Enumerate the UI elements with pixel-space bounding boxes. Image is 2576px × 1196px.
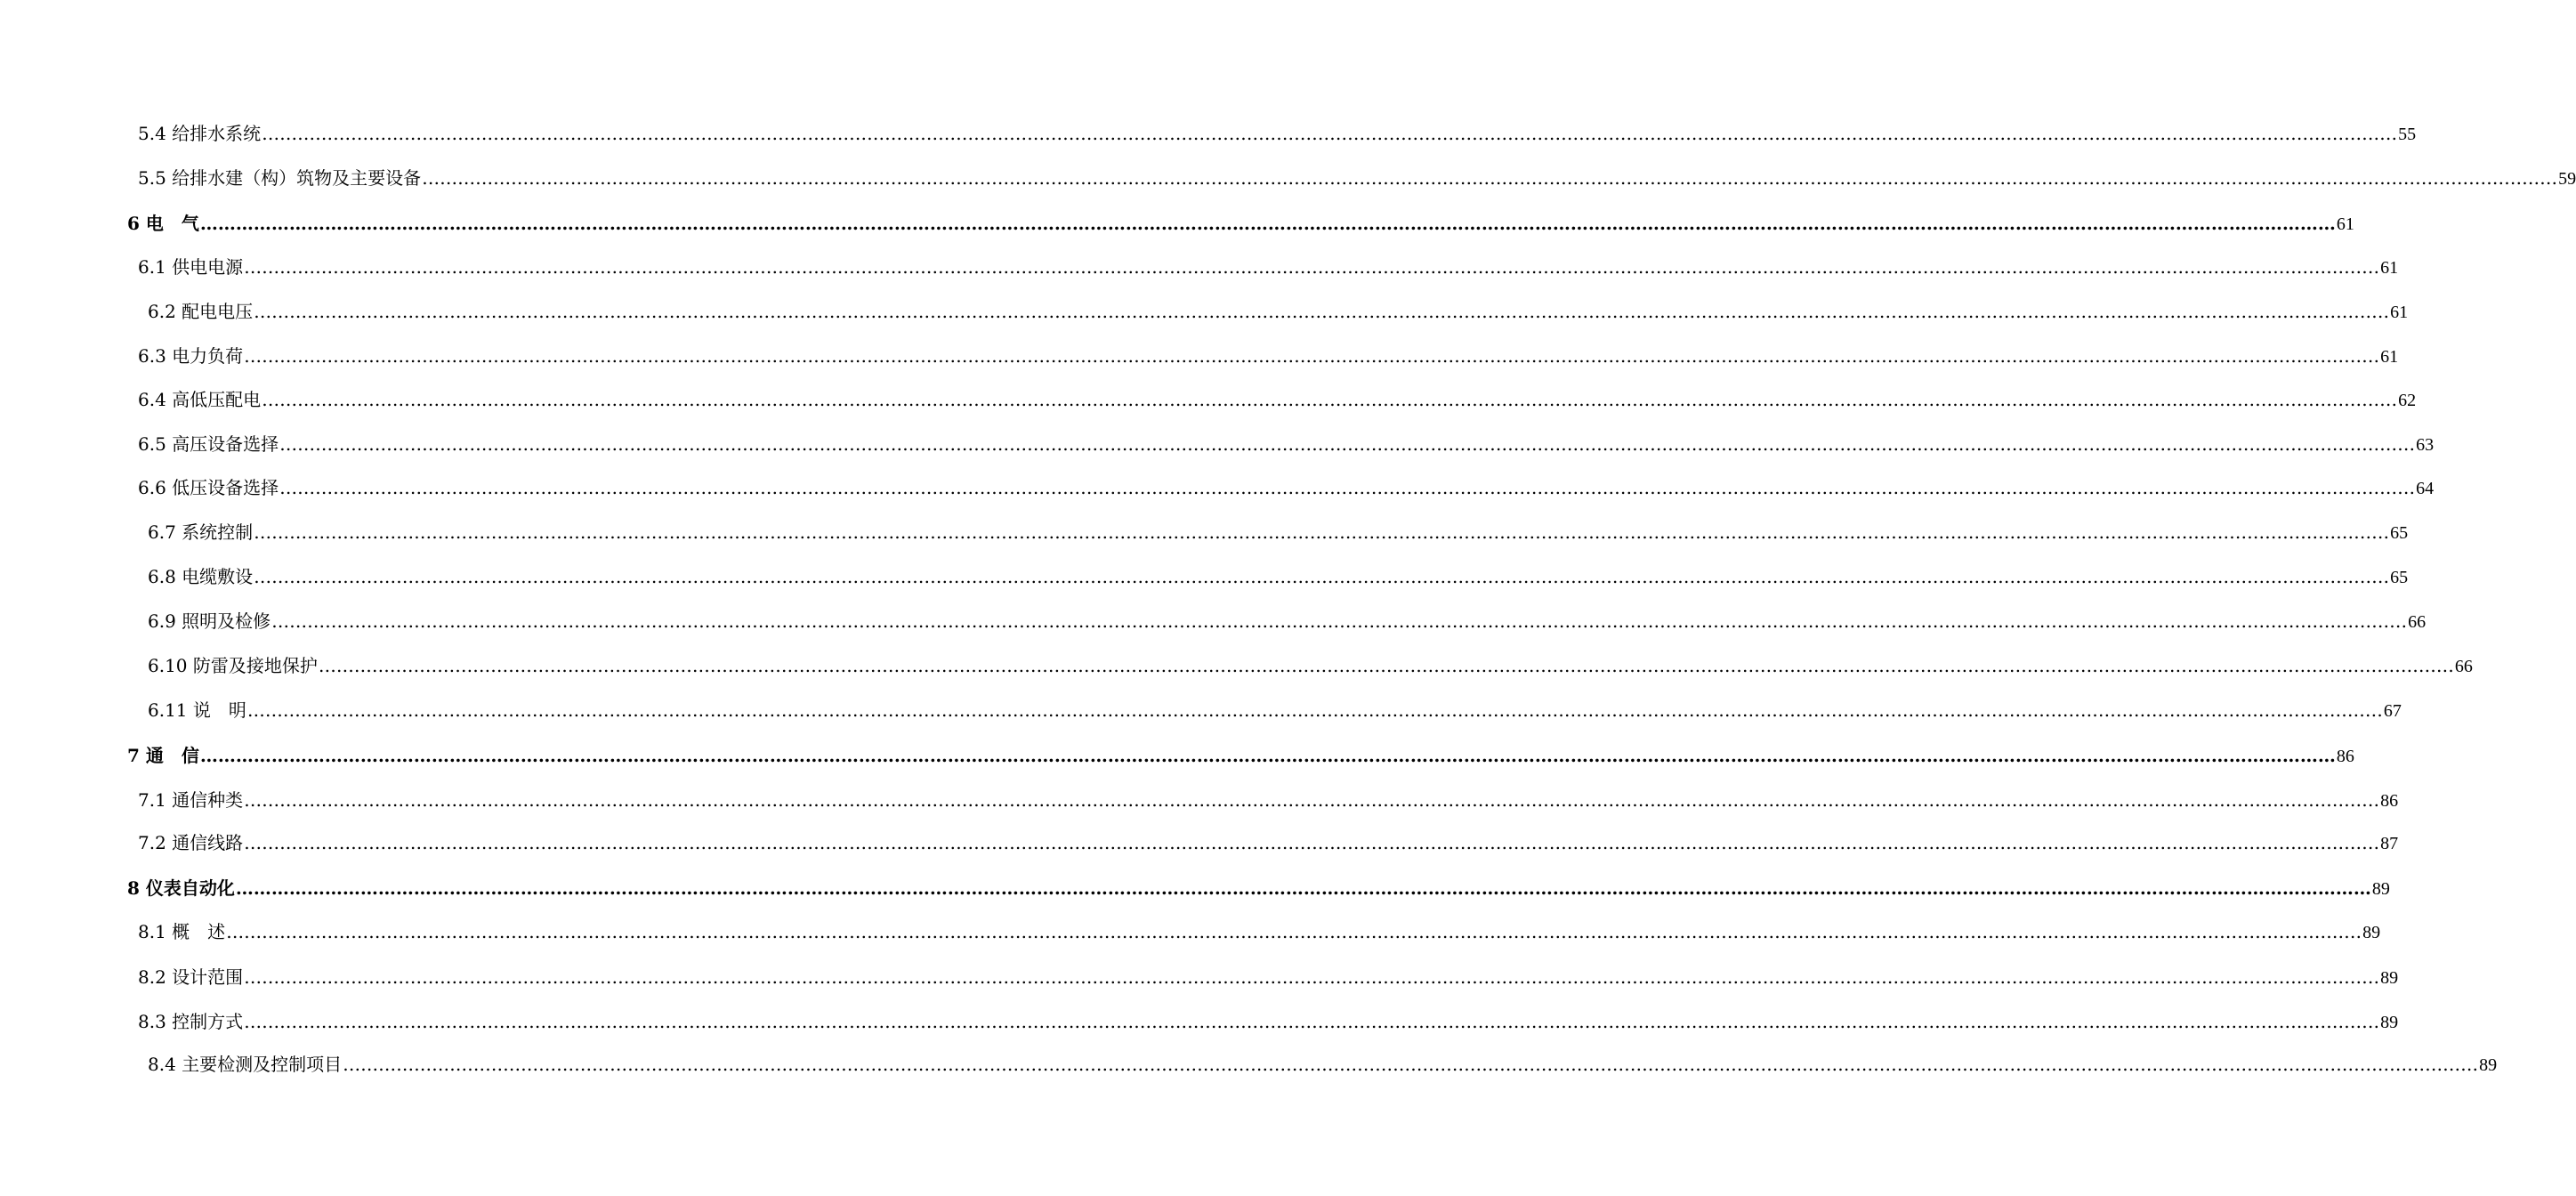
toc-entry-label: 6.6 低压设备选择 [138,477,279,498]
toc-chapter-entry[interactable] [127,875,2390,901]
toc-entry[interactable] [138,1008,2399,1035]
toc-entry-label: 6.9 照明及检修 [148,610,271,632]
toc-entry-label: 8 仪表自动化 [127,877,235,899]
toc-page-number: 89 [2371,879,2390,899]
toc-dot-leader: ……………………………………………………………………………………………………………………………………………………………………………………………………………………………………………………………………………………………………………………………… [199,213,2336,234]
toc-entry-label: 8.2 设计范围 [138,966,244,988]
toc-entry[interactable] [138,964,2399,990]
toc-dot-leader: ……………………………………………………………………………………………………………………………………………………………………………………………………………………………………………………………………………………………………………………………… [244,789,2380,811]
toc-entry[interactable] [138,474,2435,501]
toc-page-number: 61 [2390,303,2409,322]
toc-page-number: 65 [2390,523,2409,543]
toc-entry-label: 6.11 说 明 [148,699,246,721]
toc-page-number: 63 [2416,435,2435,455]
toc-page-number: 89 [2479,1055,2498,1075]
toc-dot-leader: ……………………………………………………………………………………………………………………………………………………………………………………………………………………………………………………………………………………………………………………………… [199,745,2336,766]
toc-entry[interactable] [148,563,2409,590]
toc-entry-label: 8.1 概 述 [138,921,226,942]
toc-entry-label: 6.8 电缆敷设 [148,566,254,587]
toc-entry[interactable] [138,120,2417,147]
toc-dot-leader: ……………………………………………………………………………………………………………………………………………………………………………………………………………………………………………………………………………………………………………………………… [262,389,2398,410]
toc-entry[interactable] [148,608,2427,634]
toc-dot-leader: ……………………………………………………………………………………………………………………………………………………………………………………………………………………………………………………………………………………………………………………………… [279,433,2416,455]
toc-entry[interactable] [138,343,2399,369]
toc-entry-label: 7.2 通信线路 [138,832,244,853]
toc-page-number: 89 [2380,968,2399,988]
toc-page-number: 64 [2416,479,2435,498]
toc-dot-leader: ……………………………………………………………………………………………………………………………………………………………………………………………………………………………………………………………………………………………………………………………… [235,877,2371,899]
toc-dot-leader: ……………………………………………………………………………………………………………………………………………………………………………………………………………………………………………………………………………………………………………………………… [318,655,2454,676]
toc-entry[interactable] [138,254,2399,280]
toc-dot-leader: ……………………………………………………………………………………………………………………………………………………………………………………………………………………………………………………………………………………………………………………………… [254,521,2390,543]
toc-page-number: 87 [2380,834,2399,853]
toc-entry[interactable] [138,431,2435,457]
toc-entry-label: 8.4 主要检测及控制项目 [148,1054,343,1075]
toc-chapter-entry[interactable] [127,210,2354,237]
toc-page-number: 89 [2380,1013,2399,1032]
toc-dot-leader: ……………………………………………………………………………………………………………………………………………………………………………………………………………………………………………………………………………………………………………………………… [244,1011,2380,1032]
toc-page-number: 61 [2380,347,2399,367]
toc-entry-label: 7 通 信 [127,745,199,766]
toc-dot-leader: ……………………………………………………………………………………………………………………………………………………………………………………………………………………………………………………………………………………………………………………………… [244,832,2380,853]
toc-page-number: 61 [2380,258,2399,278]
toc-entry[interactable] [148,519,2409,545]
toc-dot-leader: ……………………………………………………………………………………………………………………………………………………………………………………………………………………………………………………………………………………………………………………………… [244,966,2380,988]
toc-entry-label: 6.4 高低压配电 [138,389,262,410]
toc-page-number: 66 [2408,612,2427,632]
toc-entry[interactable] [148,298,2409,325]
toc-dot-leader: ……………………………………………………………………………………………………………………………………………………………………………………………………………………………………………………………………………………………………………………………… [262,123,2398,144]
toc-entry-label: 6.2 配电电压 [148,301,254,322]
toc-dot-leader: ……………………………………………………………………………………………………………………………………………………………………………………………………………………………………………………………………………………………………………………………… [246,699,2383,721]
toc-entry[interactable] [138,918,2381,945]
toc-page-number: 55 [2398,125,2417,144]
toc-entry[interactable] [148,697,2402,723]
toc-page-number: 66 [2454,657,2473,676]
toc-entry-label: 6.1 供电电源 [138,256,244,278]
toc-dot-leader: ……………………………………………………………………………………………………………………………………………………………………………………………………………………………………………………………………………………………………………………………… [254,566,2390,587]
toc-page-number: 86 [2336,747,2354,766]
toc-entry[interactable] [138,829,2399,856]
toc-entry[interactable] [138,787,2399,813]
toc-page-number: 65 [2390,568,2409,587]
toc-page-number: 62 [2398,391,2417,410]
toc-page-number: 89 [2362,923,2381,942]
toc-page-number: 61 [2336,214,2354,234]
toc-entry-label: 5.4 给排水系统 [138,123,262,144]
toc-entry-label: 5.5 给排水建（构）筑物及主要设备 [138,167,422,189]
toc-entry-label: 7.1 通信种类 [138,789,244,811]
toc-page-number: 67 [2383,701,2402,721]
toc-entry[interactable] [138,386,2417,413]
toc-dot-leader: ……………………………………………………………………………………………………………………………………………………………………………………………………………………………………………………………………………………………………………………………… [254,301,2390,322]
toc-entry[interactable] [148,1051,2498,1078]
toc-chapter-entry[interactable] [127,742,2354,769]
toc-entry-label: 6.5 高压设备选择 [138,433,279,455]
toc-dot-leader: ……………………………………………………………………………………………………………………………………………………………………………………………………………………………………………………………………………………………………………………………… [244,345,2380,367]
toc-entry-label: 6.10 防雷及接地保护 [148,655,318,676]
toc-entry-label: 6.3 电力负荷 [138,345,244,367]
toc-page-number: 59 [2558,169,2576,189]
toc-dot-leader: ……………………………………………………………………………………………………………………………………………………………………………………………………………………………………………………………………………………………………………………………… [279,477,2416,498]
toc-page-number: 86 [2380,791,2399,811]
toc-entry[interactable] [138,165,2576,191]
toc-dot-leader: ……………………………………………………………………………………………………………………………………………………………………………………………………………………………………………………………………………………………………………………………… [343,1054,2479,1075]
toc-entry[interactable] [148,652,2473,679]
toc-dot-leader: ……………………………………………………………………………………………………………………………………………………………………………………………………………………………………………………………………………………………………………………………… [271,610,2408,632]
toc-dot-leader: ……………………………………………………………………………………………………………………………………………………………………………………………………………………………………………………………………………………………………………………………… [226,921,2362,942]
toc-entry-label: 8.3 控制方式 [138,1011,244,1032]
toc-entry-label: 6 电 气 [127,213,199,234]
toc-entry-label: 6.7 系统控制 [148,521,254,543]
toc-dot-leader: ……………………………………………………………………………………………………………………………………………………………………………………………………………………………………………………………………………………………………………………………… [244,256,2380,278]
toc-dot-leader: ……………………………………………………………………………………………………………………………………………………………………………………………………………………………………………………………………………………………………………………………… [422,167,2558,189]
